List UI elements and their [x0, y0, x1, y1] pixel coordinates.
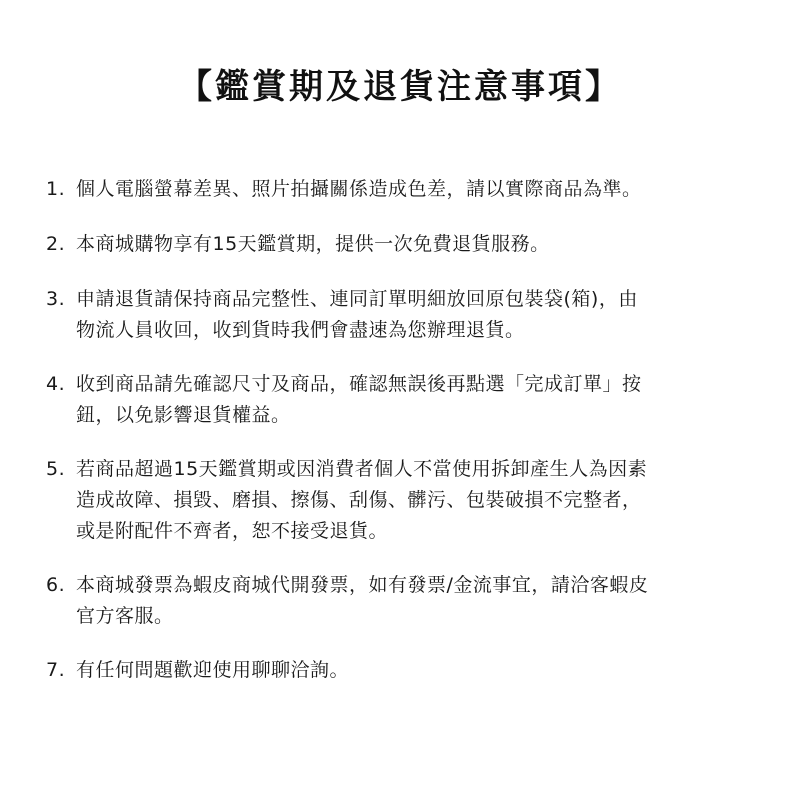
notice-item-1: [46, 174, 766, 205]
notice-number: 4.: [46, 373, 66, 395]
notice-line: 造成故障、損毀、磨損、擦傷、刮傷、髒污、包裝破損不完整者，: [76, 489, 642, 511]
notice-list: [46, 174, 766, 686]
notice-text: [76, 570, 766, 632]
notice-line: 本商城購物享有15天鑑賞期，提供一次免費退貨服務。: [76, 233, 550, 255]
notice-item-5: [46, 454, 766, 547]
notice-number: 6.: [46, 574, 66, 596]
notice-text: [76, 174, 766, 205]
notice-number: 2.: [46, 233, 66, 255]
notice-line: 物流人員收回，收到貨時我們會盡速為您辦理退貨。: [76, 319, 525, 341]
notice-text: [76, 454, 766, 547]
notice-item-6: [46, 570, 766, 632]
notice-text: [76, 229, 766, 260]
notice-line: 或是附配件不齊者，恕不接受退貨。: [76, 520, 389, 542]
notice-line: 收到商品請先確認尺寸及商品，確認無誤後再點選「完成訂單」按: [76, 373, 642, 395]
notice-text: [76, 655, 766, 686]
notice-line: 鈕，以免影響退貨權益。: [76, 404, 291, 426]
notice-number: 7.: [46, 659, 66, 681]
notice-text: [76, 369, 766, 431]
notice-line: 本商城發票為蝦皮商城代開發票，如有發票/金流事宜，請洽客蝦皮: [76, 574, 649, 596]
notice-line: 有任何問題歡迎使用聊聊洽詢。: [76, 659, 350, 681]
notice-item-4: [46, 369, 766, 431]
notice-number: 1.: [46, 178, 66, 200]
notice-line: 官方客服。: [76, 605, 174, 627]
notice-line: 若商品超過15天鑑賞期或因消費者個人不當使用拆卸產生人為因素: [76, 458, 648, 480]
notice-number: 3.: [46, 288, 66, 310]
notice-text: [76, 284, 766, 346]
notice-number: 5.: [46, 458, 66, 480]
notice-item-2: [46, 229, 766, 260]
notice-item-3: [46, 284, 766, 346]
page-title: 【鑑賞期及退貨注意事項】: [178, 67, 622, 107]
notice-line: 申請退貨請保持商品完整性、連同訂單明細放回原包裝袋(箱)，由: [76, 288, 638, 310]
notice-item-7: [46, 655, 766, 686]
notice-line: 個人電腦螢幕差異、照片拍攝關係造成色差，請以實際商品為準。: [76, 178, 642, 200]
